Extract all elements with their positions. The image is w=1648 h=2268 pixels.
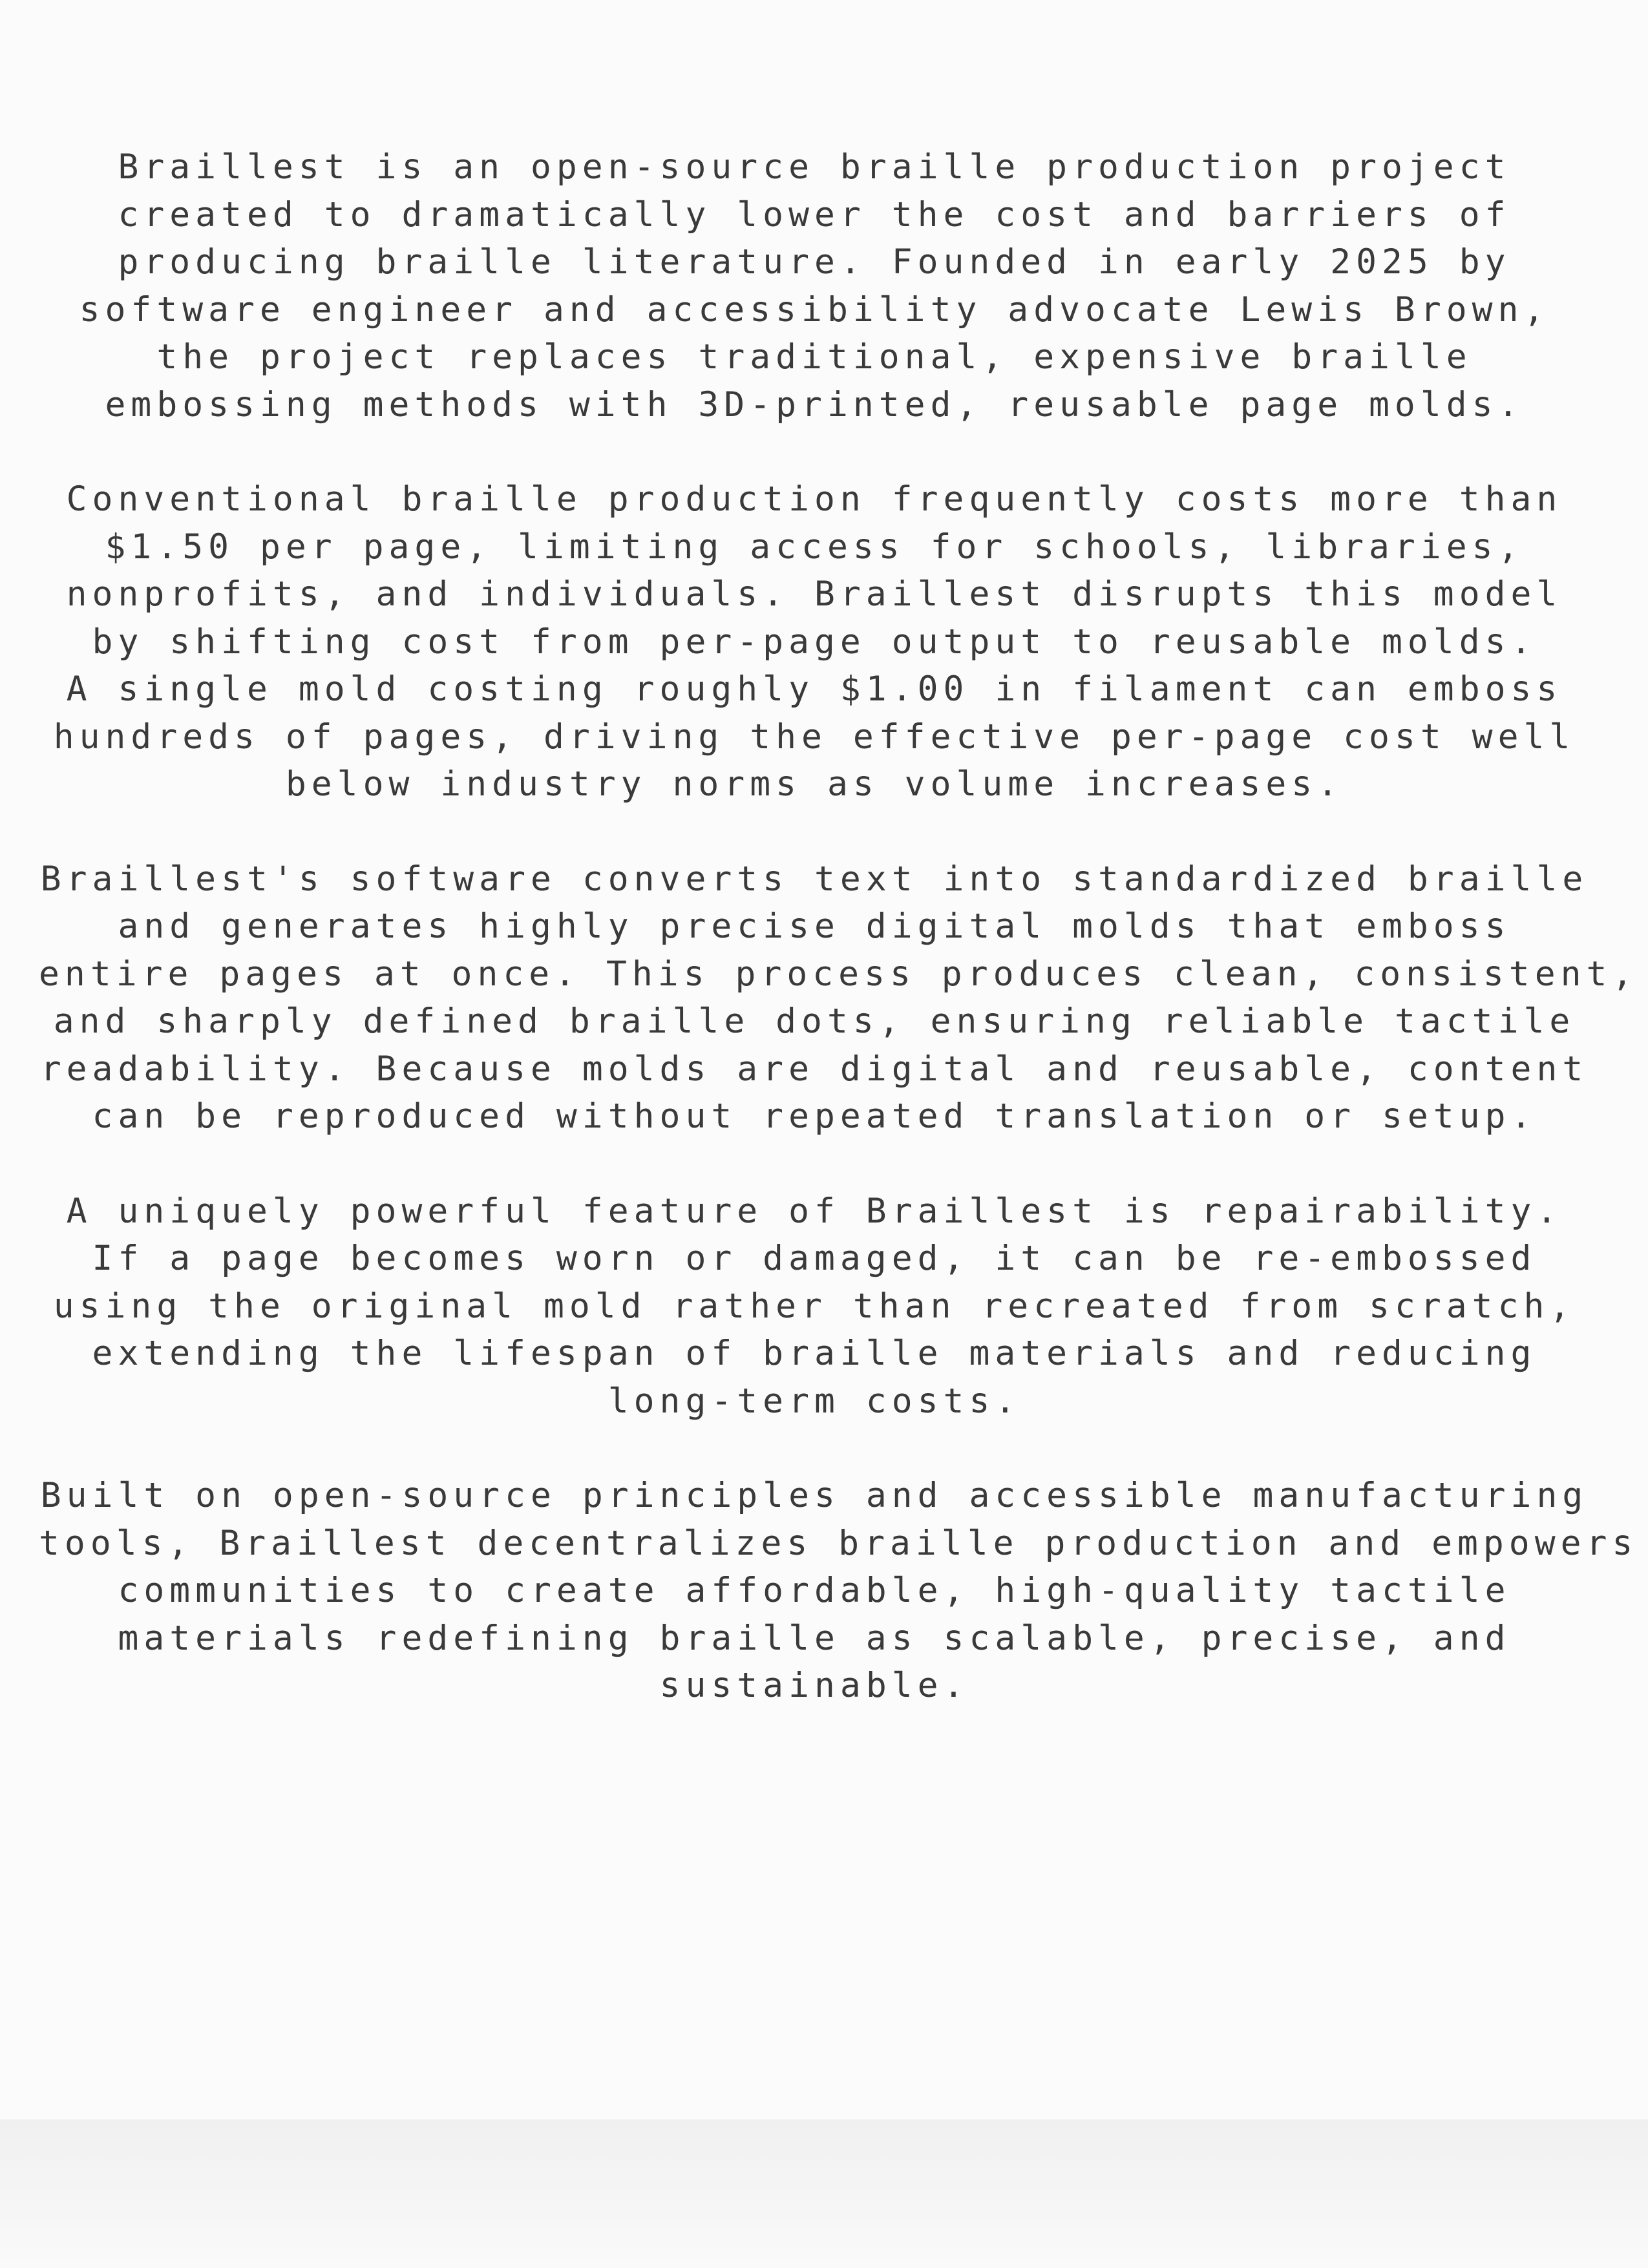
text-line: using the original mold rather than recreated from scratch, <box>53 1286 1576 1326</box>
text-line: entire pages at once. This process produces clean, consistent, <box>39 954 1638 994</box>
text-line: software engineer and accessibility advocate Lewis Brown, <box>79 289 1550 330</box>
paragraph-cost <box>39 476 1590 808</box>
text-line: Built on open-source principles and accessible manufacturing <box>40 1476 1589 1515</box>
text-line: sustainable. <box>659 1666 969 1705</box>
document-body <box>39 143 1638 1757</box>
text-line: can be reproduced without repeated translation or setup. <box>92 1097 1537 1136</box>
paragraph-open-source <box>39 1472 1638 1710</box>
text-line: extending the lifespan of braille materials and reducing <box>92 1334 1537 1373</box>
scan-bottom-margin <box>0 2119 1648 2268</box>
text-line: created to dramatically lower the cost and barriers of <box>118 194 1511 235</box>
text-line: If a page becomes worn or damaged, it can be re-embossed <box>92 1239 1537 1278</box>
text-line: tools, Braillest decentralizes braille production and empowers <box>39 1523 1638 1563</box>
text-line: long-term costs. <box>607 1381 1021 1421</box>
text-line: hundreds of pages, driving the effective per-page cost well <box>53 717 1576 757</box>
text-line: nonprofits, and individuals. Braillest disrupts this model <box>66 574 1563 614</box>
text-line: producing braille literature. Founded in early 2025 by <box>118 242 1511 282</box>
text-line: Braillest's software converts text into standardized braille <box>40 859 1589 899</box>
text-line: communities to create affordable, high-quality tactile <box>118 1571 1511 1610</box>
paragraph-intro <box>39 143 1590 428</box>
text-line: and generates highly precise digital molds that emboss <box>118 907 1511 946</box>
text-line: by shifting cost from per-page output to reusable molds. <box>92 622 1537 662</box>
text-line: and sharply defined braille dots, ensuring reliable tactile <box>53 1002 1576 1041</box>
text-line: A uniquely powerful feature of Braillest is repairability. <box>66 1191 1563 1231</box>
paragraph-repairability <box>39 1188 1590 1425</box>
text-line: Conventional braille production frequently costs more than <box>66 479 1563 519</box>
text-line: Braillest is an open-source braille production project <box>118 147 1511 187</box>
text-line: the project replaces traditional, expensive braille <box>156 337 1472 377</box>
paragraph-software <box>39 856 1638 1140</box>
text-line: embossing methods with 3D-printed, reusable page molds. <box>105 384 1524 425</box>
text-line: A single mold costing roughly $1.00 in filament can emboss <box>66 669 1563 709</box>
text-line: $1.50 per page, limiting access for schools, libraries, <box>105 527 1524 567</box>
text-line: materials redefining braille as scalable, precise, and <box>118 1618 1511 1658</box>
text-line: below industry norms as volume increases. <box>285 764 1344 804</box>
text-line: readability. Because molds are digital and reusable, content <box>40 1049 1589 1089</box>
